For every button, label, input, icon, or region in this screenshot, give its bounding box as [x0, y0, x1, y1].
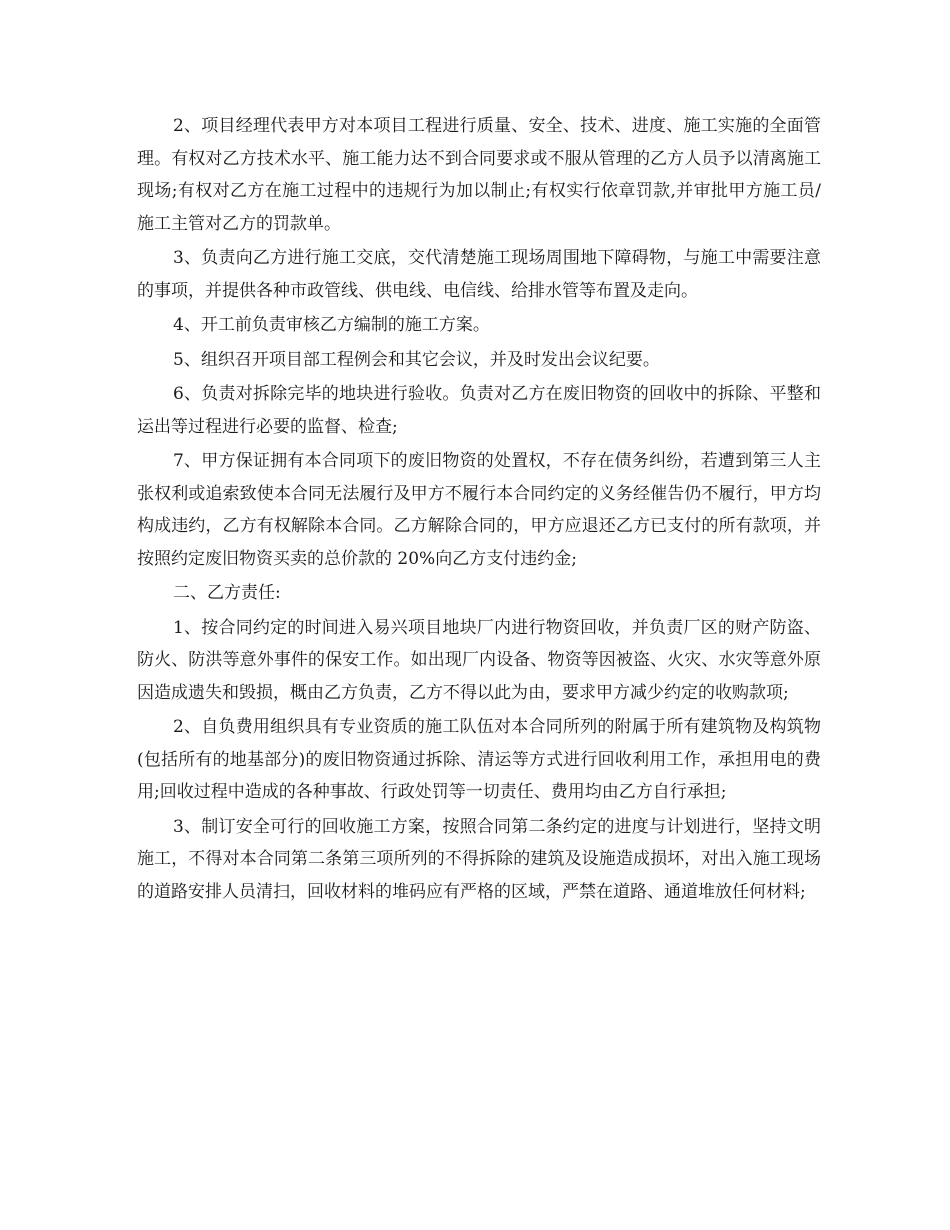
- paragraph-party-b-clause-1: 1、按合同约定的时间进入易兴项目地块厂内进行物资回收，并负责厂区的财产防盗、防火、防洪等意外事件的保安工作。如出现厂内设备、物资等因被盗、火灾、水灾等意外原因造成遗失和毁损，概由乙方负责，乙方不得以此为由，要求甲方减少约定的收购款项;: [137, 617, 821, 703]
- paragraph-clause-3: 3、负责向乙方进行施工交底，交代清楚施工现场周围地下障碍物，与施工中需要注意的事项，并提供各种市政管线、供电线、电信线、给排水管等布置及走向。: [137, 248, 821, 301]
- document-body: [137, 110, 821, 910]
- paragraph-clause-4: 4、开工前负责审核乙方编制的施工方案。: [173, 315, 490, 335]
- paragraph-party-b-clause-3: 3、制订安全可行的回收施工方案，按照合同第二条约定的进度与计划进行，坚持文明施工，不得对本合同第二条第三项所列的不得拆除的建筑及设施造成损坏，对出入施工现场的道路安排人员清扫，回收材料的堆码应有严格的区域，严禁在道路、通道堆放任何材料;: [137, 816, 821, 902]
- paragraph-clause-5: 5、组织召开项目部工程例会和其它会议，并及时发出会议纪要。: [173, 349, 660, 370]
- paragraph-clause-7: 7、甲方保证拥有本合同项下的废旧物资的处置权，不存在债务纠纷，若遭到第三人主张权利或追索致使本合同无法履行及甲方不履行本合同约定的义务经催告仍不履行，甲方均构成违约，乙方有权解除本合同。乙方解除合同的，甲方应退还乙方已支付的所有款项，并按照约定废旧物资买卖的总价款的 20%向乙方支付违约金;: [137, 451, 821, 569]
- paragraph-party-b-clause-2: 2、自负费用组织具有专业资质的施工队伍对本合同所列的附属于所有建筑物及构筑物(包括所有的地基部分)的废旧物资通过拆除、清运等方式进行回收利用工作，承担用电的费用;回收过程中造成的各种事故、行政处罚等一切责任、费用均由乙方自行承担;: [137, 717, 821, 802]
- paragraph-clause-2: 2、项目经理代表甲方对本项目工程进行质量、安全、技术、进度、施工实施的全面管理。有权对乙方技术水平、施工能力达不到合同要求或不服从管理的乙方人员予以清离施工现场;有权对乙方在施工过程中的违规行为加以制止;有权实行依章罚款,并审批甲方施工员/施工主管对乙方的罚款单。: [137, 116, 821, 234]
- section-heading-party-b: 二、乙方责任:: [173, 583, 281, 603]
- paragraph-clause-6: 6、负责对拆除完毕的地块进行验收。负责对乙方在废旧物资的回收中的拆除、平整和运出等过程进行必要的监督、检查;: [137, 384, 821, 437]
